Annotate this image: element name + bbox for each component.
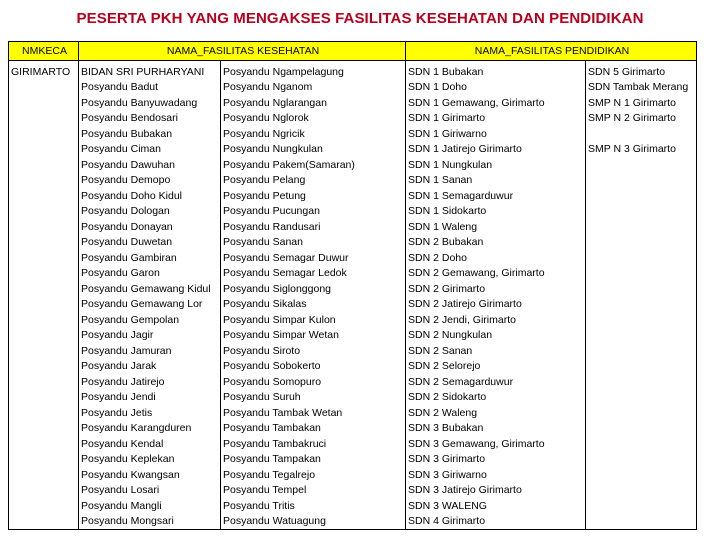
cell-kesehatan-2: Posyandu Tambak Wetan: [221, 405, 406, 421]
header-kecamatan: NMKECA: [9, 42, 79, 61]
cell-pendidikan-2: [586, 498, 697, 514]
cell-pendidikan-1: SDN 2 Sidokarto: [406, 390, 586, 406]
cell-pendidikan-2: [586, 235, 697, 251]
cell-kecamatan: GIRIMARTO: [9, 61, 79, 80]
cell-kecamatan: [9, 467, 79, 483]
cell-kesehatan-1: Posyandu Gemawang Kidul: [79, 281, 221, 297]
cell-pendidikan-1: SDN 3 Gemawang, Girimarto: [406, 436, 586, 452]
cell-kesehatan-1: Posyandu Bubakan: [79, 126, 221, 142]
cell-pendidikan-2: [586, 266, 697, 282]
cell-kecamatan: [9, 250, 79, 266]
cell-kesehatan-1: Posyandu Duwetan: [79, 235, 221, 251]
cell-kecamatan: [9, 514, 79, 530]
header-row: [9, 42, 697, 61]
cell-pendidikan-1: SDN 2 Waleng: [406, 405, 586, 421]
cell-kesehatan-2: Posyandu Tritis: [221, 498, 406, 514]
cell-kecamatan: [9, 204, 79, 220]
cell-pendidikan-2: [586, 281, 697, 297]
cell-kecamatan: [9, 281, 79, 297]
cell-pendidikan-2: [586, 514, 697, 530]
cell-pendidikan-1: SDN 3 Girimarto: [406, 452, 586, 468]
cell-kesehatan-1: Posyandu Keplekan: [79, 452, 221, 468]
cell-kesehatan-2: Posyandu Sobokerto: [221, 359, 406, 375]
table-row: [9, 343, 697, 359]
cell-kesehatan-2: Posyandu Tegalrejo: [221, 467, 406, 483]
cell-pendidikan-1: SDN 2 Jendi, Girimarto: [406, 312, 586, 328]
cell-pendidikan-1: SDN 1 Bubakan: [406, 61, 586, 80]
cell-kesehatan-2: Posyandu Simpar Kulon: [221, 312, 406, 328]
cell-pendidikan-1: SDN 3 WALENG: [406, 498, 586, 514]
cell-kesehatan-1: Posyandu Jendi: [79, 390, 221, 406]
cell-kesehatan-1: Posyandu Jatirejo: [79, 374, 221, 390]
table-row: [9, 436, 697, 452]
facility-table: [8, 41, 697, 530]
cell-kecamatan: [9, 297, 79, 313]
cell-kesehatan-2: Posyandu Ngricik: [221, 126, 406, 142]
cell-kesehatan-1: Posyandu Kwangsan: [79, 467, 221, 483]
cell-pendidikan-2: [586, 250, 697, 266]
cell-kesehatan-2: Posyandu Watuagung: [221, 514, 406, 530]
cell-pendidikan-1: SDN 1 Sidokarto: [406, 204, 586, 220]
cell-pendidikan-2: [586, 390, 697, 406]
cell-pendidikan-1: SDN 1 Gemawang, Girimarto: [406, 95, 586, 111]
cell-kesehatan-1: Posyandu Doho Kidul: [79, 188, 221, 204]
cell-kesehatan-2: Posyandu Simpar Wetan: [221, 328, 406, 344]
cell-kesehatan-2: Posyandu Nglarangan: [221, 95, 406, 111]
cell-kesehatan-1: Posyandu Badut: [79, 80, 221, 96]
cell-kesehatan-2: Posyandu Petung: [221, 188, 406, 204]
cell-kesehatan-2: Posyandu Nganom: [221, 80, 406, 96]
cell-kecamatan: [9, 219, 79, 235]
cell-pendidikan-2: SMP N 1 Girimarto: [586, 95, 697, 111]
cell-kecamatan: [9, 452, 79, 468]
header-kesehatan: NAMA_FASILITAS KESEHATAN: [79, 42, 406, 61]
cell-pendidikan-2: [586, 359, 697, 375]
table-row: [9, 374, 697, 390]
cell-pendidikan-2: [586, 219, 697, 235]
cell-kesehatan-1: Posyandu Garon: [79, 266, 221, 282]
cell-pendidikan-1: SDN 2 Selorejo: [406, 359, 586, 375]
cell-kesehatan-2: Posyandu Somopuro: [221, 374, 406, 390]
table-row: [9, 483, 697, 499]
cell-kecamatan: [9, 483, 79, 499]
header-pendidikan: NAMA_FASILITAS PENDIDIKAN: [406, 42, 697, 61]
cell-kesehatan-1: BIDAN SRI PURHARYANI: [79, 61, 221, 80]
cell-pendidikan-1: SDN 2 Jatirejo Girimarto: [406, 297, 586, 313]
cell-kecamatan: [9, 142, 79, 158]
cell-pendidikan-2: [586, 173, 697, 189]
cell-pendidikan-1: SDN 1 Sanan: [406, 173, 586, 189]
cell-kesehatan-1: Posyandu Jetis: [79, 405, 221, 421]
cell-kesehatan-1: Posyandu Mongsari: [79, 514, 221, 530]
cell-kesehatan-1: Posyandu Karangduren: [79, 421, 221, 437]
table-row: [9, 421, 697, 437]
table-row: [9, 281, 697, 297]
cell-pendidikan-1: SDN 2 Sanan: [406, 343, 586, 359]
cell-kesehatan-1: Posyandu Gempolan: [79, 312, 221, 328]
cell-kesehatan-1: Posyandu Jarak: [79, 359, 221, 375]
cell-kesehatan-2: Posyandu Sanan: [221, 235, 406, 251]
cell-pendidikan-1: SDN 3 Bubakan: [406, 421, 586, 437]
cell-kesehatan-2: Posyandu Randusari: [221, 219, 406, 235]
cell-pendidikan-2: [586, 126, 697, 142]
cell-pendidikan-2: [586, 297, 697, 313]
page-title: PESERTA PKH YANG MENGAKSES FASILITAS KESEHATAN DAN PENDIDIKAN: [76, 10, 644, 27]
cell-kecamatan: [9, 328, 79, 344]
cell-pendidikan-2: [586, 312, 697, 328]
cell-pendidikan-2: [586, 436, 697, 452]
table-body: [9, 61, 697, 530]
cell-kesehatan-1: Posyandu Kendal: [79, 436, 221, 452]
cell-pendidikan-1: SDN 1 Waleng: [406, 219, 586, 235]
table-row: [9, 312, 697, 328]
table-row: [9, 80, 697, 96]
cell-kecamatan: [9, 343, 79, 359]
table-row: [9, 390, 697, 406]
table-row: [9, 111, 697, 127]
cell-kecamatan: [9, 312, 79, 328]
cell-pendidikan-1: SDN 1 Girimarto: [406, 111, 586, 127]
cell-pendidikan-1: SDN 4 Girimarto: [406, 514, 586, 530]
cell-kesehatan-2: Posyandu Tampakan: [221, 452, 406, 468]
table-row: [9, 204, 697, 220]
table-row: [9, 297, 697, 313]
cell-kecamatan: [9, 188, 79, 204]
cell-pendidikan-2: SDN Tambak Merang: [586, 80, 697, 96]
table-row: [9, 498, 697, 514]
cell-kesehatan-2: Posyandu Nglorok: [221, 111, 406, 127]
cell-pendidikan-1: SDN 3 Jatirejo Girimarto: [406, 483, 586, 499]
cell-kecamatan: [9, 111, 79, 127]
cell-kecamatan: [9, 157, 79, 173]
cell-pendidikan-2: [586, 374, 697, 390]
cell-kesehatan-1: Posyandu Dawuhan: [79, 157, 221, 173]
cell-pendidikan-2: [586, 483, 697, 499]
cell-pendidikan-2: [586, 467, 697, 483]
cell-kecamatan: [9, 95, 79, 111]
table-row: [9, 266, 697, 282]
table-row: [9, 219, 697, 235]
table-row: [9, 61, 697, 80]
cell-kecamatan: [9, 498, 79, 514]
cell-pendidikan-2: [586, 405, 697, 421]
cell-kecamatan: [9, 421, 79, 437]
cell-kesehatan-1: Posyandu Gemawang Lor: [79, 297, 221, 313]
cell-pendidikan-1: SDN 2 Semagarduwur: [406, 374, 586, 390]
cell-kesehatan-1: Posyandu Donayan: [79, 219, 221, 235]
cell-pendidikan-2: SDN 5 Girimarto: [586, 61, 697, 80]
cell-kesehatan-2: Posyandu Semagar Duwur: [221, 250, 406, 266]
cell-pendidikan-1: SDN 2 Bubakan: [406, 235, 586, 251]
cell-kecamatan: [9, 80, 79, 96]
cell-kecamatan: [9, 359, 79, 375]
cell-kecamatan: [9, 235, 79, 251]
cell-kesehatan-1: Posyandu Bendosari: [79, 111, 221, 127]
table-row: [9, 514, 697, 530]
cell-pendidikan-2: [586, 157, 697, 173]
cell-kesehatan-2: Posyandu Ngampelagung: [221, 61, 406, 80]
cell-pendidikan-1: SDN 2 Doho: [406, 250, 586, 266]
cell-kesehatan-2: Posyandu Tempel: [221, 483, 406, 499]
cell-kesehatan-1: Posyandu Mangli: [79, 498, 221, 514]
cell-pendidikan-1: SDN 1 Jatirejo Girimarto: [406, 142, 586, 158]
cell-kesehatan-2: Posyandu Pucungan: [221, 204, 406, 220]
cell-kesehatan-2: Posyandu Suruh: [221, 390, 406, 406]
cell-pendidikan-1: SDN 2 Gemawang, Girimarto: [406, 266, 586, 282]
cell-pendidikan-1: SDN 1 Giriwarno: [406, 126, 586, 142]
cell-kesehatan-1: Posyandu Dologan: [79, 204, 221, 220]
cell-kesehatan-2: Posyandu Pakem(Samaran): [221, 157, 406, 173]
cell-pendidikan-2: [586, 421, 697, 437]
table-row: [9, 235, 697, 251]
cell-pendidikan-2: [586, 204, 697, 220]
cell-pendidikan-1: SDN 1 Nungkulan: [406, 157, 586, 173]
cell-pendidikan-2: [586, 188, 697, 204]
cell-pendidikan-2: [586, 452, 697, 468]
cell-kesehatan-1: Posyandu Jamuran: [79, 343, 221, 359]
table-row: [9, 157, 697, 173]
cell-kesehatan-2: Posyandu Siglonggong: [221, 281, 406, 297]
table-row: [9, 467, 697, 483]
cell-kesehatan-2: Posyandu Semagar Ledok: [221, 266, 406, 282]
cell-kesehatan-1: Posyandu Gambiran: [79, 250, 221, 266]
table-row: [9, 359, 697, 375]
cell-pendidikan-1: SDN 2 Girimarto: [406, 281, 586, 297]
table-row: [9, 95, 697, 111]
cell-kesehatan-2: Posyandu Nungkulan: [221, 142, 406, 158]
cell-kecamatan: [9, 374, 79, 390]
cell-kesehatan-2: Posyandu Siroto: [221, 343, 406, 359]
cell-pendidikan-2: [586, 328, 697, 344]
cell-kesehatan-2: Posyandu Sikalas: [221, 297, 406, 313]
cell-pendidikan-2: [586, 343, 697, 359]
cell-pendidikan-2: SMP N 2 Girimarto: [586, 111, 697, 127]
table-row: [9, 328, 697, 344]
cell-pendidikan-1: SDN 2 Nungkulan: [406, 328, 586, 344]
cell-kecamatan: [9, 405, 79, 421]
cell-pendidikan-1: SDN 1 Semagarduwur: [406, 188, 586, 204]
cell-kecamatan: [9, 436, 79, 452]
cell-kecamatan: [9, 266, 79, 282]
cell-kecamatan: [9, 390, 79, 406]
table-row: [9, 250, 697, 266]
table-row: [9, 142, 697, 158]
cell-kecamatan: [9, 173, 79, 189]
table-row: [9, 452, 697, 468]
table-row: [9, 126, 697, 142]
cell-kesehatan-1: Posyandu Demopo: [79, 173, 221, 189]
cell-pendidikan-1: SDN 1 Doho: [406, 80, 586, 96]
cell-kesehatan-1: Posyandu Losari: [79, 483, 221, 499]
cell-pendidikan-2: SMP N 3 Girimarto: [586, 142, 697, 158]
cell-kesehatan-2: Posyandu Tambakan: [221, 421, 406, 437]
table-row: [9, 405, 697, 421]
cell-kesehatan-1: Posyandu Banyuwadang: [79, 95, 221, 111]
cell-pendidikan-1: SDN 3 Giriwarno: [406, 467, 586, 483]
cell-kesehatan-2: Posyandu Tambakruci: [221, 436, 406, 452]
cell-kecamatan: [9, 126, 79, 142]
cell-kesehatan-1: Posyandu Jagir: [79, 328, 221, 344]
cell-kesehatan-2: Posyandu Pelang: [221, 173, 406, 189]
table-row: [9, 188, 697, 204]
cell-kesehatan-1: Posyandu Ciman: [79, 142, 221, 158]
table-row: [9, 173, 697, 189]
